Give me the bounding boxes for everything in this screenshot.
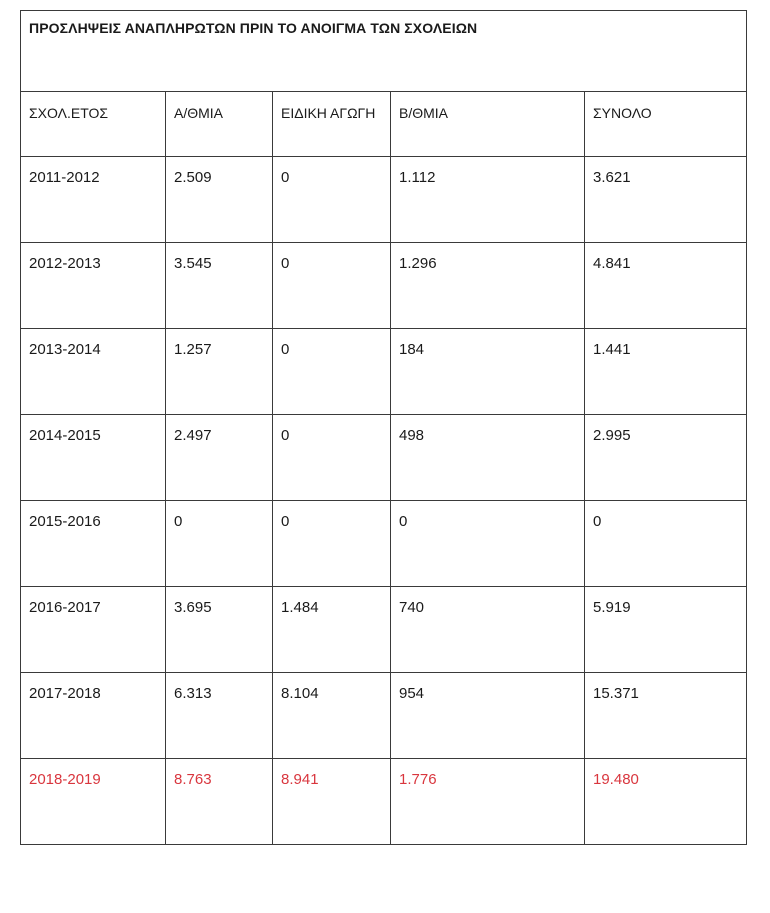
cell-year: 2015-2016: [21, 501, 166, 587]
cell-special: 0: [273, 415, 391, 501]
header-primary: Α/ΘΜΙΑ: [166, 92, 273, 157]
header-special-education: ΕΙΔΙΚΗ ΑΓΩΓΗ: [273, 92, 391, 157]
cell-secondary: 1.112: [391, 157, 585, 243]
cell-total: 15.371: [585, 673, 747, 759]
cell-year: 2012-2013: [21, 243, 166, 329]
table-title: ΠΡΟΣΛΗΨΕΙΣ ΑΝΑΠΛΗΡΩΤΩΝ ΠΡΙΝ ΤΟ ΑΝΟΙΓΜΑ ΤΩΝ ΣΧΟΛΕΙΩΝ: [21, 11, 747, 92]
cell-primary: 0: [166, 501, 273, 587]
cell-primary: 3.695: [166, 587, 273, 673]
cell-total: 19.480: [585, 759, 747, 845]
cell-special: 0: [273, 501, 391, 587]
cell-special: 0: [273, 243, 391, 329]
cell-secondary: 184: [391, 329, 585, 415]
title-row: [21, 11, 747, 92]
cell-secondary: 954: [391, 673, 585, 759]
cell-total: 2.995: [585, 415, 747, 501]
cell-year: 2016-2017: [21, 587, 166, 673]
cell-year: 2017-2018: [21, 673, 166, 759]
header-row: [21, 92, 747, 157]
cell-total: 3.621: [585, 157, 747, 243]
cell-special: 0: [273, 329, 391, 415]
cell-secondary: 1.296: [391, 243, 585, 329]
cell-special: 1.484: [273, 587, 391, 673]
cell-secondary: 1.776: [391, 759, 585, 845]
cell-year: 2011-2012: [21, 157, 166, 243]
header-total: ΣΥΝΟΛΟ: [585, 92, 747, 157]
data-table: [20, 10, 747, 845]
cell-special: 0: [273, 157, 391, 243]
cell-secondary: 498: [391, 415, 585, 501]
table-row: [21, 673, 747, 759]
header-secondary: Β/ΘΜΙΑ: [391, 92, 585, 157]
table-row: [21, 157, 747, 243]
cell-primary: 1.257: [166, 329, 273, 415]
cell-year: 2014-2015: [21, 415, 166, 501]
cell-primary: 3.545: [166, 243, 273, 329]
cell-secondary: 740: [391, 587, 585, 673]
table-row: [21, 501, 747, 587]
cell-special: 8.104: [273, 673, 391, 759]
cell-year: 2013-2014: [21, 329, 166, 415]
table-row: [21, 415, 747, 501]
cell-year: 2018-2019: [21, 759, 166, 845]
cell-secondary: 0: [391, 501, 585, 587]
cell-primary: 8.763: [166, 759, 273, 845]
cell-total: 5.919: [585, 587, 747, 673]
document-page: [20, 10, 746, 845]
table-row: [21, 243, 747, 329]
table-row-highlighted: [21, 759, 747, 845]
cell-primary: 2.497: [166, 415, 273, 501]
cell-primary: 2.509: [166, 157, 273, 243]
table-row: [21, 329, 747, 415]
cell-total: 0: [585, 501, 747, 587]
cell-total: 1.441: [585, 329, 747, 415]
table-row: [21, 587, 747, 673]
cell-special: 8.941: [273, 759, 391, 845]
header-school-year: ΣΧΟΛ.ΕΤΟΣ: [21, 92, 166, 157]
cell-total: 4.841: [585, 243, 747, 329]
cell-primary: 6.313: [166, 673, 273, 759]
